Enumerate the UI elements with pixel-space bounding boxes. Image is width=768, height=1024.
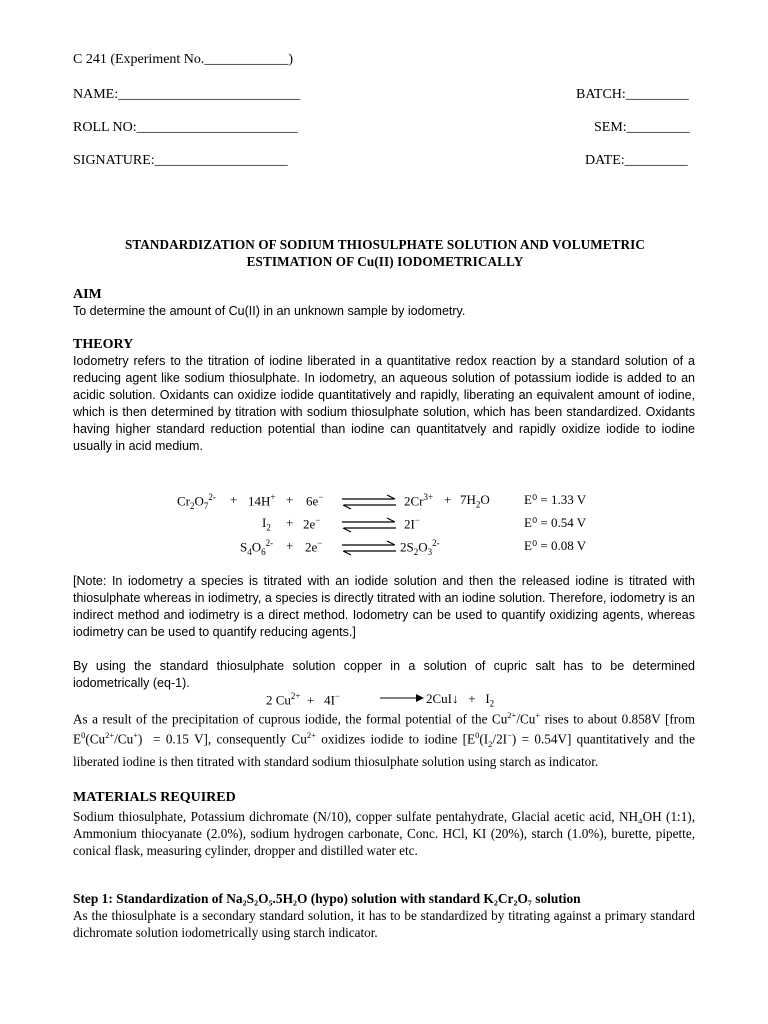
copper-explanation: As a result of the precipitation of cuprous iodide, the formal potential of the $Cu^{2+}/Cu^+$ rises to about 0.858V [from $E^0(Cu^{2+}/Cu^+) = 0.15$ V], consequently $Cu^{2+}$ oxidizes iodide to iodine $[E^0(I_2/2I^-) = 0.54V]$ quantitatively and the liberated iodine is then titrated with standard sodium thiosulphate solution using starch as indicator. — [73, 710, 696, 770]
step1-heading: Step 1: Standardization of Na₂S₂O₅.5H₂O (hypo) solution with standard K₂Cr₂O₇ solution — [73, 891, 581, 906]
date-field: DATE:_________ — [585, 153, 688, 168]
aim-text: To determine the amount of Cu(II) in an unknown sample by iodometry. — [73, 304, 466, 318]
equilibrium-arrow-icon — [340, 494, 398, 510]
name-field: NAME:__________________________ — [73, 87, 301, 102]
e0-thiosulphate: E⁰ = 0.08 V — [524, 538, 587, 553]
e0-dichromate: E⁰ = 1.33 V — [524, 492, 587, 507]
reaction-arrow-icon — [378, 693, 426, 703]
theory-text: Iodometry refers to the titration of iodine liberated in a quantitative redox reaction by a standard solution of a reducing agent like sodium thiosulphate. In iodometry, an aqueous solution of potassium iodide is added to an acidic solution. Oxidants can oxidize iodide quantitatively and rapidly, liberating an equivalent amount of iodine, which is then determined by titration with sodium thiosulphate solution, which has been standardized. Oxidants having higher standard reduction potential than iodine can quantitatvely and rapidly oxidize iodide to iodine usually in acid medium. — [73, 354, 695, 453]
sem-field: SEM:_________ — [594, 120, 690, 135]
title-line-2: ESTIMATION OF Cu(II) IODOMETRICALLY — [246, 254, 524, 269]
aim-heading: AIM — [73, 287, 102, 302]
signature-field: SIGNATURE:___________________ — [73, 153, 288, 168]
roll-no-field: ROLL NO:_______________________ — [73, 120, 298, 135]
step1-text: As the thiosulphate is a secondary standard solution, it has to be standardized by titrating against a primary standard dichromate solution iodometrically using starch indicator. — [73, 908, 695, 940]
dichromate-reactant: $Cr_2O_7^{2-}$ — [177, 492, 216, 511]
copper-intro: By using the standard thiosulphate solution copper in a solution of cupric salt has to be determined iodometrically (eq-1). — [73, 659, 695, 690]
e0-iodine: E⁰ = 0.54 V — [524, 515, 587, 530]
equilibrium-arrow-icon — [340, 517, 398, 533]
batch-field: BATCH:_________ — [576, 87, 689, 102]
materials-text: Sodium thiosulphate, Potassium dichromate (N/10), copper sulfate pentahydrate, Glacial acetic acid, NH₄OH (1:1), Ammonium thiocyanate (2.0%), sodium hydrogen carbonate, Conc. HCl, KI (20%), starch (1.0%), burette, pipette, conical flask, measuring cylinder, dropper and distilled water etc. — [73, 809, 695, 858]
title-line-1: STANDARDIZATION OF SODIUM THIOSULPHATE SOLUTION AND VOLUMETRIC — [124, 237, 646, 252]
materials-heading: MATERIALS REQUIRED — [73, 790, 236, 805]
experiment-number-field: C 241 (Experiment No.____________) — [73, 52, 294, 67]
copper-equation: 2 $Cu^{2+} + 4I^-$ — [266, 691, 340, 708]
note-text: [Note: In iodometry a species is titrated with an iodide solution and then the released iodine is titrated with thiosulphate whereas in iodimetry, a species is directly titrated with an iodine solution. Therefore, iodometry is an indirect method and iodimetry is a direct method. Iodometry can be used to quantify oxidizing agents, whereas iodimetry can be used to quantify reducing agents.] — [73, 574, 695, 639]
theory-heading: THEORY — [73, 337, 134, 352]
document-title — [70, 236, 700, 270]
equilibrium-arrow-icon — [340, 540, 398, 556]
